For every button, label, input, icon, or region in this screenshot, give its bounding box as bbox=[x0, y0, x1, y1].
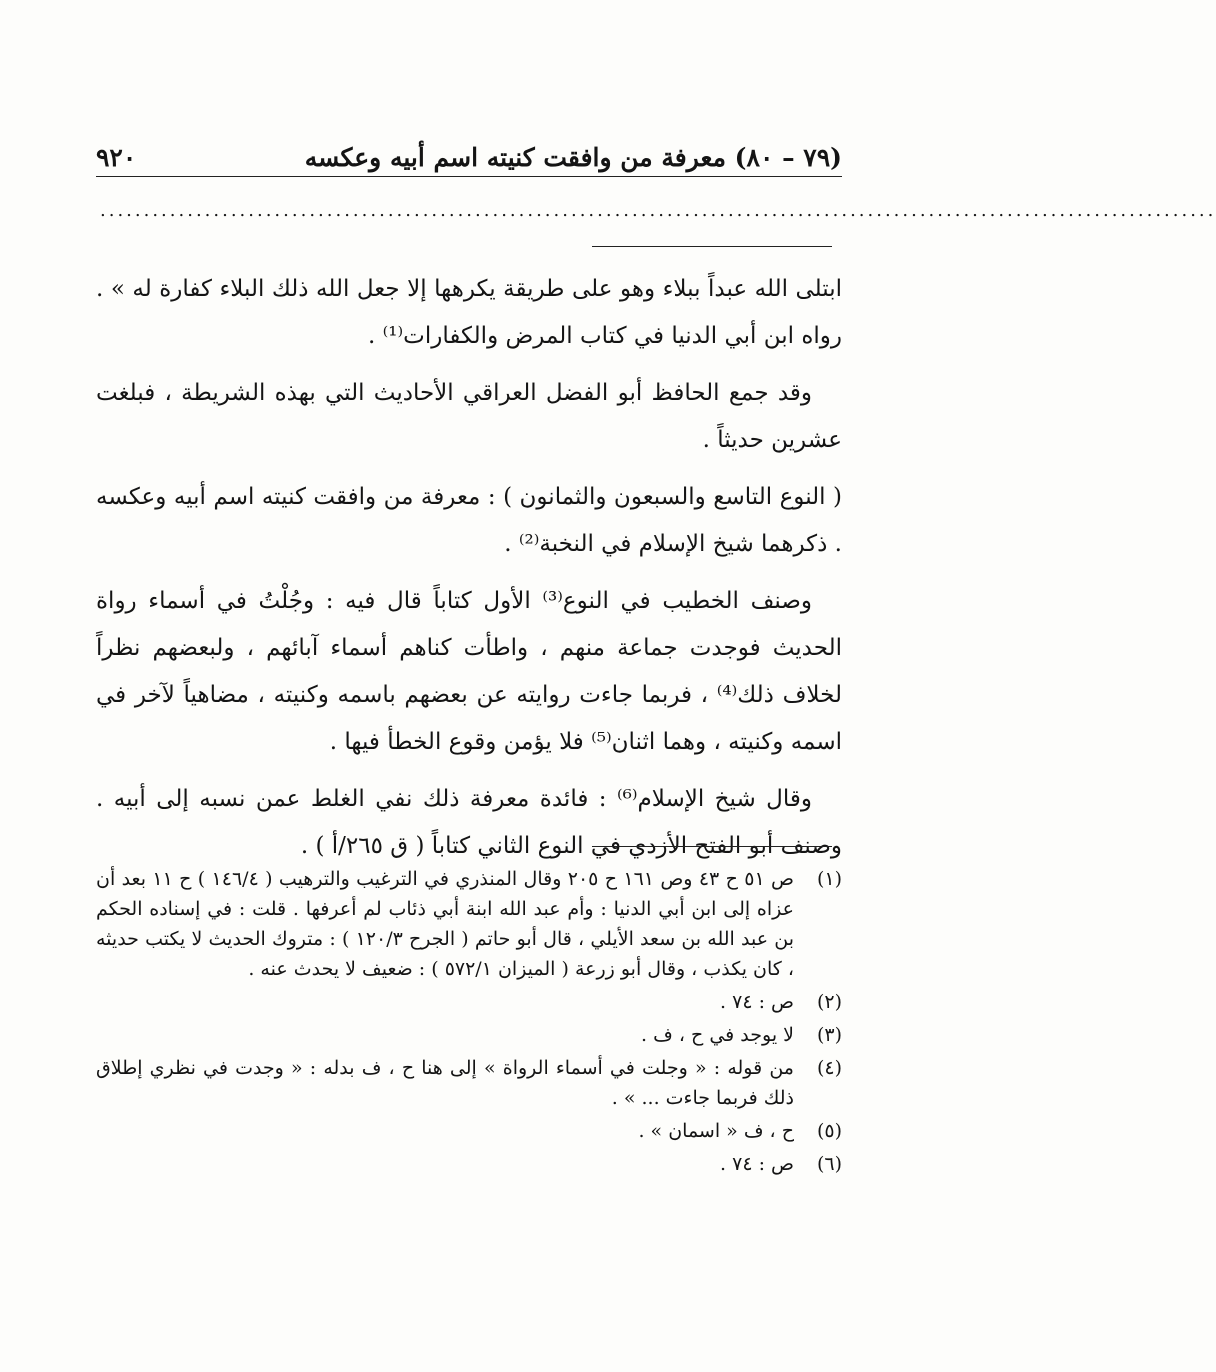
footnote-separator bbox=[592, 846, 832, 847]
paragraph: وصنف الخطيب في النوع⁽³⁾ الأول كتاباً قال فيه : وجُلْتُ في أسماء رواة الحديث فوجدت جماعة منهم ، واطأت كناهم أسماء آبائهم ، ولبعضهم نظراً لخلاف ذلك⁽⁴⁾ ، فربما جاءت روايته عن بعضهم باسمه وكنيته ، مضاهياً لآخر في اسمه وكنيته ، وهما اثنان⁽⁵⁾ فلا يؤمن وقوع الخطأ فيها . bbox=[96, 588, 843, 755]
section-rule-top bbox=[592, 246, 832, 247]
footnote-number: (٣) bbox=[816, 1024, 842, 1046]
footnote-text: ص : ٧٤ . bbox=[720, 991, 794, 1013]
footnote bbox=[96, 1020, 842, 1050]
header-rule bbox=[96, 176, 842, 177]
footnote-text: لا يوجد في ح ، ف . bbox=[641, 1024, 794, 1046]
footnote bbox=[96, 987, 842, 1017]
page-number: ٩٢٠ bbox=[96, 143, 137, 172]
footnote-number: (٤) bbox=[816, 1057, 842, 1079]
footnote-text: ص : ٧٤ . bbox=[720, 1153, 794, 1175]
footnote-number: (١) bbox=[816, 868, 842, 890]
footnotes bbox=[96, 864, 842, 1182]
footnote-number: (٦) bbox=[816, 1153, 842, 1175]
footnote-text: ص ٥١ ح ٤٣ وص ١٦١ ح ٢٠٥ وقال المنذري في الترغيب والترهيب ( ١٤٦/٤ ) ح ١١ بعد أن عزاه إلى ابن أبي الدنيا : وأم عبد الله ابنة أبي ذئاب لم أعرفها . قلت : في إسناده الحكم بن عبد الله بن سعد الأيلي ، قال أبو حاتم ( الجرح ١٢٠/٣ ) : متروك الحديث لا يكتب حديثه ، كان يكذب ، وقال أبو زرعة ( الميزان ٥٧٢/١ ) : ضعيف لا يحدث عنه . bbox=[96, 868, 794, 980]
footnote bbox=[96, 1149, 842, 1179]
running-header bbox=[96, 132, 842, 172]
footnote bbox=[96, 864, 842, 984]
main-text bbox=[96, 266, 842, 880]
omission-dots: ................................................................................................................................ bbox=[100, 200, 1216, 221]
footnote-text: ح ، ف « اسمان » . bbox=[638, 1120, 794, 1142]
footnote-number: (٥) bbox=[816, 1120, 842, 1142]
paragraph: ابتلى الله عبداً ببلاء وهو على طريقة يكرهها إلا جعل الله ذلك البلاء كفارة له » . رواه ابن أبي الدنيا في كتاب المرض والكفارات⁽¹⁾ . bbox=[96, 276, 842, 349]
paragraph: وقد جمع الحافظ أبو الفضل العراقي الأحاديث التي بهذه الشريطة ، فبلغت عشرين حديثاً . bbox=[96, 380, 842, 453]
paragraph: وقال شيخ الإسلام⁽⁶⁾ : فائدة معرفة ذلك نفي الغلط عمن نسبه إلى أبيه . وصنف أبو الفتح الأزدي في النوع الثاني كتاباً ( ق ٢٦٥/أ ) . bbox=[96, 786, 842, 859]
header-title: (٧٩ – ٨٠) معرفة من وافقت كنيته اسم أبيه وعكسه bbox=[304, 143, 842, 172]
footnote-text: من قوله : « وجلت في أسماء الرواة » إلى هنا ح ، ف بدله : « وجدت في نظري إطلاق ذلك فربما جاءت ... » . bbox=[96, 1057, 794, 1109]
footnote bbox=[96, 1116, 842, 1146]
footnote-number: (٢) bbox=[816, 991, 842, 1013]
paragraph: ( النوع التاسع والسبعون والثمانون ) : معرفة من وافقت كنيته اسم أبيه وعكسه . ذكرهما شيخ الإسلام في النخبة⁽²⁾ . bbox=[96, 484, 842, 557]
footnote bbox=[96, 1053, 842, 1113]
